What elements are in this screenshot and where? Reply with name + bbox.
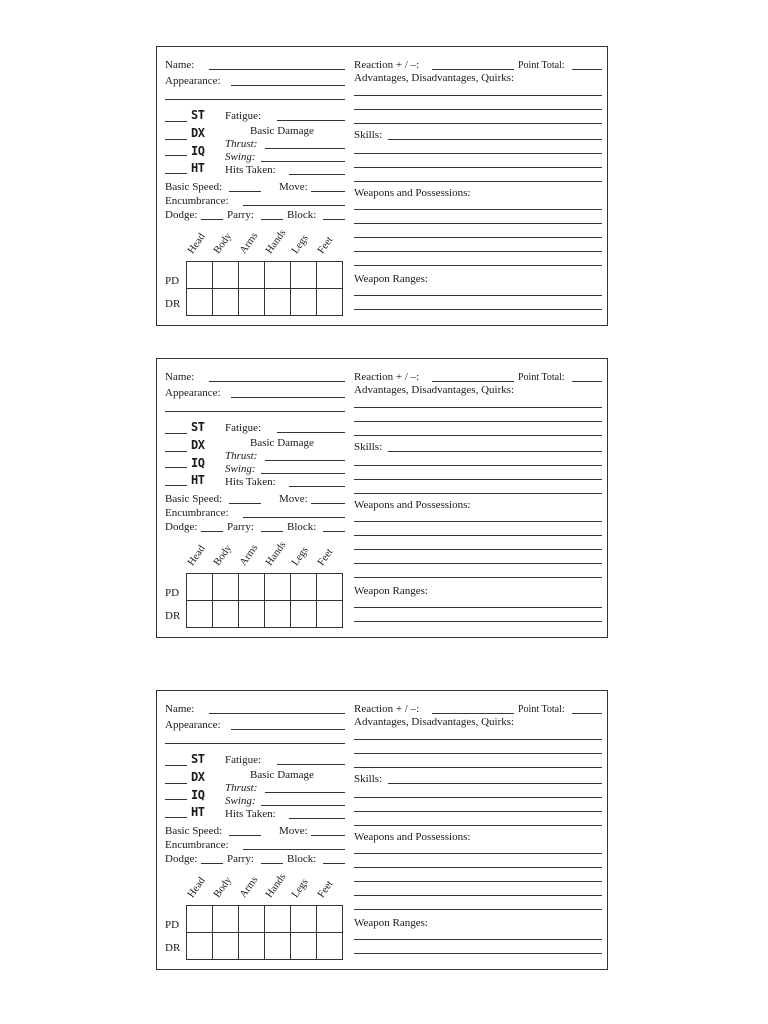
skills-line[interactable] [354, 811, 602, 812]
dr-cell-legs[interactable] [291, 601, 317, 628]
skills-label: Skills: [354, 441, 383, 453]
skills-line[interactable] [354, 153, 602, 154]
hit-location-hands: Hands [263, 539, 289, 568]
dr-cell-arms[interactable] [239, 289, 265, 316]
fatigue-label: Fatigue: [225, 754, 262, 766]
hit-location-hands: Hands [263, 871, 289, 900]
dr-cell-feet[interactable] [317, 601, 343, 628]
card-right-column [354, 47, 602, 325]
dodge-label: Dodge: [165, 209, 198, 221]
armor-grid [186, 905, 343, 960]
skills-line[interactable] [354, 465, 602, 466]
hit-location-head: Head [185, 875, 208, 900]
st-line[interactable] [165, 121, 187, 122]
st-label: ST [191, 108, 205, 122]
block-label: Block: [287, 853, 317, 865]
move-line[interactable] [311, 503, 345, 504]
hit-location-feet: Feet [315, 234, 336, 256]
block-label: Block: [287, 521, 317, 533]
weapon-ranges-label: Weapon Ranges: [354, 917, 428, 929]
point-total-line[interactable] [572, 381, 602, 382]
weapons-line[interactable] [354, 867, 602, 868]
hits-taken-label: Hits Taken: [225, 164, 276, 176]
swing-label: Swing: [225, 151, 256, 163]
pd-cell-head[interactable] [187, 906, 213, 933]
card-left-column [165, 359, 347, 637]
dr-cell-arms[interactable] [239, 601, 265, 628]
st-label: ST [191, 420, 205, 434]
pd-cell-arms[interactable] [239, 574, 265, 601]
appearance-line[interactable] [231, 397, 345, 398]
dr-row [187, 933, 343, 960]
pd-cell-feet[interactable] [317, 262, 343, 289]
hit-location-head: Head [185, 231, 208, 256]
dr-cell-head[interactable] [187, 933, 213, 960]
parry-label: Parry: [227, 209, 254, 221]
basic-damage-label: Basic Damage [250, 125, 314, 137]
card-left-column [165, 691, 347, 969]
card-right-column [354, 359, 602, 637]
weapon-ranges-line[interactable] [354, 295, 602, 296]
hits-taken-line[interactable] [289, 174, 345, 175]
ht-line[interactable] [165, 817, 187, 818]
dx-line[interactable] [165, 451, 187, 452]
weapons-line[interactable] [354, 521, 602, 522]
appearance-line[interactable] [231, 729, 345, 730]
pd-cell-legs[interactable] [291, 262, 317, 289]
dr-cell-feet[interactable] [317, 933, 343, 960]
hit-location-head: Head [185, 543, 208, 568]
pd-label: PD [165, 587, 180, 599]
advantages-label: Advantages, Disadvantages, Quirks: [354, 384, 515, 396]
advantages-line[interactable] [354, 123, 602, 124]
weapon-ranges-line[interactable] [354, 621, 602, 622]
dr-cell-arms[interactable] [239, 933, 265, 960]
pd-cell-legs[interactable] [291, 574, 317, 601]
hits-taken-line[interactable] [289, 818, 345, 819]
encumbrance-label: Encumbrance: [165, 507, 229, 519]
weapons-label: Weapons and Possessions: [354, 187, 471, 199]
weapon-ranges-line[interactable] [354, 607, 602, 608]
skills-line[interactable] [388, 451, 602, 452]
dr-row [187, 601, 343, 628]
pd-row [187, 906, 343, 933]
weapons-line[interactable] [354, 549, 602, 550]
weapon-ranges-line[interactable] [354, 953, 602, 954]
pd-cell-body[interactable] [213, 262, 239, 289]
advantages-line[interactable] [354, 421, 602, 422]
move-line[interactable] [311, 191, 345, 192]
dx-label: DX [191, 438, 205, 452]
weapon-ranges-line[interactable] [354, 309, 602, 310]
parry-line[interactable] [261, 531, 283, 532]
name-label: Name: [165, 371, 195, 383]
swing-line[interactable] [261, 161, 345, 162]
pd-cell-feet[interactable] [317, 574, 343, 601]
ht-label: HT [191, 805, 205, 819]
reaction-line[interactable] [432, 381, 514, 382]
dr-cell-hands[interactable] [265, 289, 291, 316]
encumbrance-label: Encumbrance: [165, 195, 229, 207]
basic-speed-label: Basic Speed: [165, 825, 223, 837]
card-left-column [165, 47, 347, 325]
pd-cell-feet[interactable] [317, 906, 343, 933]
dx-label: DX [191, 770, 205, 784]
pd-cell-head[interactable] [187, 574, 213, 601]
move-line[interactable] [311, 835, 345, 836]
dr-cell-body[interactable] [213, 601, 239, 628]
weapons-label: Weapons and Possessions: [354, 499, 471, 511]
dodge-line[interactable] [201, 863, 223, 864]
skills-line[interactable] [354, 825, 602, 826]
swing-label: Swing: [225, 463, 256, 475]
hit-location-feet: Feet [315, 878, 336, 900]
block-line[interactable] [323, 863, 345, 864]
hit-location-arms: Arms [237, 874, 261, 900]
weapons-line[interactable] [354, 535, 602, 536]
dr-cell-legs[interactable] [291, 289, 317, 316]
weapons-line[interactable] [354, 909, 602, 910]
hits-taken-label: Hits Taken: [225, 476, 276, 488]
thrust-line[interactable] [265, 792, 345, 793]
weapons-line[interactable] [354, 563, 602, 564]
skills-line[interactable] [354, 167, 602, 168]
weapons-line[interactable] [354, 881, 602, 882]
parry-line[interactable] [261, 219, 283, 220]
name-line[interactable] [209, 69, 345, 70]
swing-line[interactable] [261, 805, 345, 806]
basic-speed-line[interactable] [229, 503, 261, 504]
point-total-label: Point Total: [518, 60, 565, 71]
name-line[interactable] [209, 713, 345, 714]
basic-speed-line[interactable] [229, 835, 261, 836]
dr-cell-hands[interactable] [265, 933, 291, 960]
swing-line[interactable] [261, 473, 345, 474]
skills-line[interactable] [354, 181, 602, 182]
dr-cell-feet[interactable] [317, 289, 343, 316]
dx-line[interactable] [165, 139, 187, 140]
pd-cell-hands[interactable] [265, 906, 291, 933]
parry-line[interactable] [261, 863, 283, 864]
advantages-label: Advantages, Disadvantages, Quirks: [354, 72, 515, 84]
appearance-line[interactable] [231, 85, 345, 86]
reaction-label: Reaction + / –: [354, 703, 420, 715]
dx-label: DX [191, 126, 205, 140]
fatigue-line[interactable] [277, 432, 345, 433]
encumbrance-line[interactable] [243, 205, 345, 206]
hit-location-legs: Legs [289, 232, 311, 256]
advantages-line[interactable] [354, 95, 602, 96]
weapons-label: Weapons and Possessions: [354, 831, 471, 843]
point-total-label: Point Total: [518, 372, 565, 383]
ht-label: HT [191, 473, 205, 487]
st-line[interactable] [165, 433, 187, 434]
character-card-2 [156, 358, 608, 638]
reaction-label: Reaction + / –: [354, 59, 420, 71]
appearance-line-2[interactable] [165, 411, 345, 412]
reaction-line[interactable] [432, 69, 514, 70]
dr-label: DR [165, 942, 181, 954]
st-label: ST [191, 752, 205, 766]
thrust-label: Thrust: [225, 450, 258, 462]
dr-row [187, 289, 343, 316]
weapons-line[interactable] [354, 853, 602, 854]
weapon-ranges-label: Weapon Ranges: [354, 273, 428, 285]
dodge-label: Dodge: [165, 521, 198, 533]
ht-line[interactable] [165, 173, 187, 174]
swing-label: Swing: [225, 795, 256, 807]
iq-label: IQ [191, 788, 205, 802]
reaction-label: Reaction + / –: [354, 371, 420, 383]
dx-line[interactable] [165, 783, 187, 784]
basic-speed-label: Basic Speed: [165, 181, 223, 193]
skills-line[interactable] [388, 139, 602, 140]
hit-location-hands: Hands [263, 227, 289, 256]
iq-line[interactable] [165, 467, 187, 468]
dr-label: DR [165, 610, 181, 622]
point-total-line[interactable] [572, 713, 602, 714]
fatigue-label: Fatigue: [225, 422, 262, 434]
advantages-line[interactable] [354, 739, 602, 740]
appearance-line-2[interactable] [165, 99, 345, 100]
armor-grid [186, 261, 343, 316]
iq-label: IQ [191, 456, 205, 470]
pd-cell-legs[interactable] [291, 906, 317, 933]
pd-label: PD [165, 275, 180, 287]
advantages-line[interactable] [354, 435, 602, 436]
hit-location-body: Body [211, 231, 235, 256]
move-label: Move: [279, 493, 308, 505]
dr-cell-body[interactable] [213, 289, 239, 316]
name-label: Name: [165, 59, 195, 71]
dodge-line[interactable] [201, 531, 223, 532]
thrust-label: Thrust: [225, 138, 258, 150]
basic-damage-label: Basic Damage [250, 437, 314, 449]
weapon-ranges-line[interactable] [354, 939, 602, 940]
encumbrance-label: Encumbrance: [165, 839, 229, 851]
dr-cell-head[interactable] [187, 289, 213, 316]
thrust-label: Thrust: [225, 782, 258, 794]
skills-line[interactable] [354, 493, 602, 494]
advantages-label: Advantages, Disadvantages, Quirks: [354, 716, 515, 728]
hit-location-arms: Arms [237, 230, 261, 256]
hits-taken-line[interactable] [289, 486, 345, 487]
name-line[interactable] [209, 381, 345, 382]
pd-cell-head[interactable] [187, 262, 213, 289]
weapons-line[interactable] [354, 895, 602, 896]
move-label: Move: [279, 825, 308, 837]
character-card-3 [156, 690, 608, 970]
hit-location-body: Body [211, 875, 235, 900]
skills-line[interactable] [354, 797, 602, 798]
hit-location-body: Body [211, 543, 235, 568]
appearance-label: Appearance: [165, 75, 221, 87]
block-line[interactable] [323, 531, 345, 532]
dodge-label: Dodge: [165, 853, 198, 865]
pd-cell-body[interactable] [213, 574, 239, 601]
hit-location-feet: Feet [315, 546, 336, 568]
reaction-line[interactable] [432, 713, 514, 714]
point-total-label: Point Total: [518, 704, 565, 715]
weapon-ranges-label: Weapon Ranges: [354, 585, 428, 597]
dr-cell-legs[interactable] [291, 933, 317, 960]
weapons-line[interactable] [354, 223, 602, 224]
fatigue-line[interactable] [277, 120, 345, 121]
dr-cell-body[interactable] [213, 933, 239, 960]
dr-label: DR [165, 298, 181, 310]
weapons-line[interactable] [354, 577, 602, 578]
weapons-line[interactable] [354, 237, 602, 238]
point-total-line[interactable] [572, 69, 602, 70]
appearance-label: Appearance: [165, 719, 221, 731]
name-label: Name: [165, 703, 195, 715]
hit-location-arms: Arms [237, 542, 261, 568]
weapons-line[interactable] [354, 209, 602, 210]
skills-line[interactable] [388, 783, 602, 784]
character-card-1 [156, 46, 608, 326]
hits-taken-label: Hits Taken: [225, 808, 276, 820]
hit-location-legs: Legs [289, 876, 311, 900]
parry-label: Parry: [227, 521, 254, 533]
thrust-line[interactable] [265, 460, 345, 461]
iq-line[interactable] [165, 155, 187, 156]
pd-row [187, 262, 343, 289]
dr-cell-head[interactable] [187, 601, 213, 628]
encumbrance-line[interactable] [243, 517, 345, 518]
pd-cell-hands[interactable] [265, 574, 291, 601]
thrust-line[interactable] [265, 148, 345, 149]
basic-speed-line[interactable] [229, 191, 261, 192]
advantages-line[interactable] [354, 753, 602, 754]
pd-cell-body[interactable] [213, 906, 239, 933]
iq-label: IQ [191, 144, 205, 158]
ht-label: HT [191, 161, 205, 175]
armor-grid [186, 573, 343, 628]
parry-label: Parry: [227, 853, 254, 865]
dodge-line[interactable] [201, 219, 223, 220]
weapons-line[interactable] [354, 265, 602, 266]
advantages-line[interactable] [354, 109, 602, 110]
block-label: Block: [287, 209, 317, 221]
pd-cell-arms[interactable] [239, 262, 265, 289]
st-line[interactable] [165, 765, 187, 766]
iq-line[interactable] [165, 799, 187, 800]
dr-cell-hands[interactable] [265, 601, 291, 628]
encumbrance-line[interactable] [243, 849, 345, 850]
card-right-column [354, 691, 602, 969]
basic-damage-label: Basic Damage [250, 769, 314, 781]
pd-cell-arms[interactable] [239, 906, 265, 933]
fatigue-label: Fatigue: [225, 110, 262, 122]
skills-label: Skills: [354, 129, 383, 141]
weapons-line[interactable] [354, 251, 602, 252]
pd-cell-hands[interactable] [265, 262, 291, 289]
move-label: Move: [279, 181, 308, 193]
appearance-line-2[interactable] [165, 743, 345, 744]
skills-label: Skills: [354, 773, 383, 785]
ht-line[interactable] [165, 485, 187, 486]
hit-location-legs: Legs [289, 544, 311, 568]
fatigue-line[interactable] [277, 764, 345, 765]
advantages-line[interactable] [354, 407, 602, 408]
block-line[interactable] [323, 219, 345, 220]
advantages-line[interactable] [354, 767, 602, 768]
appearance-label: Appearance: [165, 387, 221, 399]
skills-line[interactable] [354, 479, 602, 480]
pd-label: PD [165, 919, 180, 931]
basic-speed-label: Basic Speed: [165, 493, 223, 505]
pd-row [187, 574, 343, 601]
